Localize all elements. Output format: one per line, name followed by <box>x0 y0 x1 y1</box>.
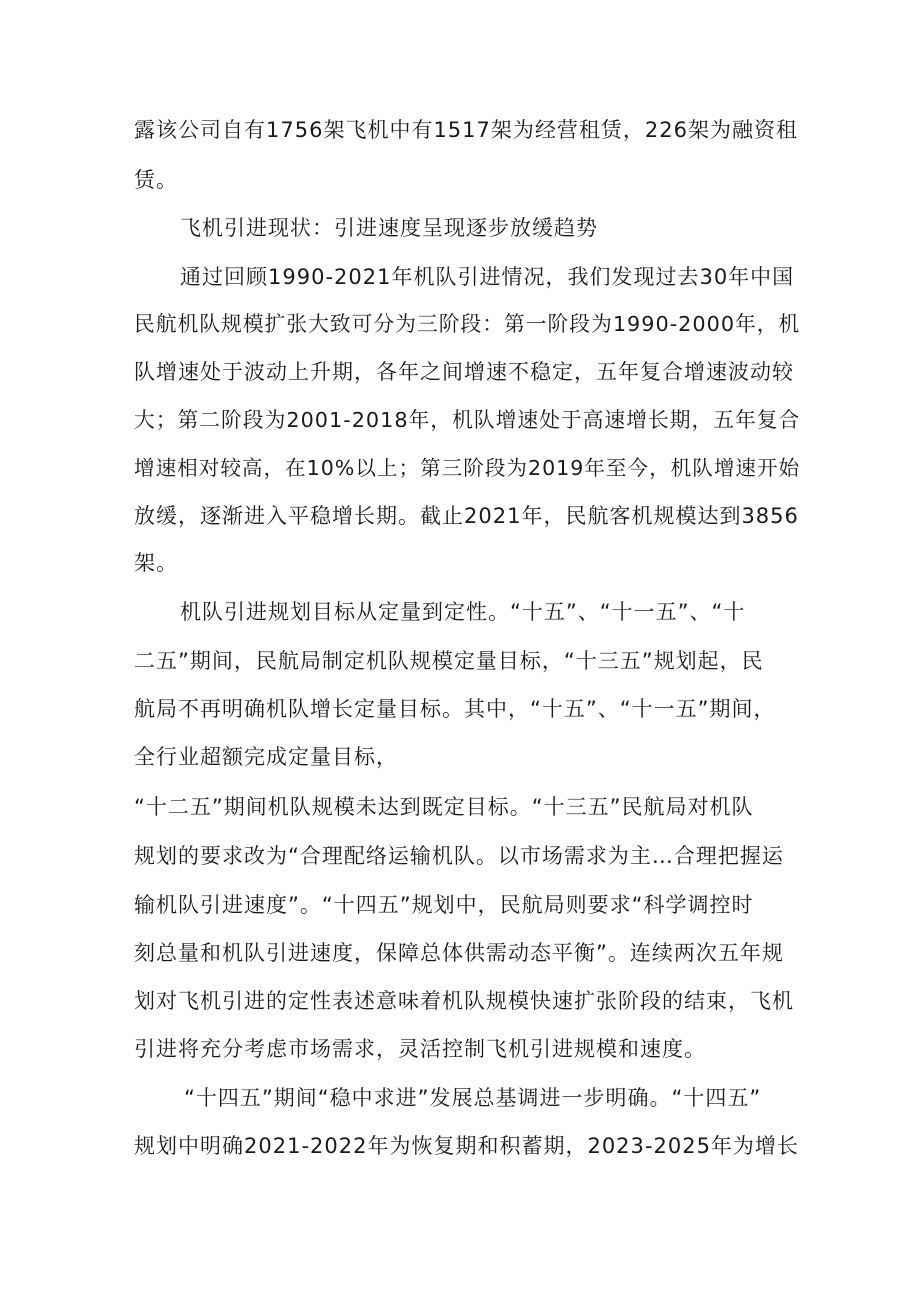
text-line: 二五”期间，民航局制定机队规模定量目标，“十三五”规划起，民 <box>134 649 764 673</box>
text-line: 大；第二阶段为2001-2018年，机队增速处于高速增长期，五年复合 <box>134 408 801 432</box>
text-line: 全行业超额完成定量目标， <box>134 745 398 769</box>
text-line: 划对飞机引进的定性表述意味着机队规模快速扩张阶段的结束，飞机 <box>134 989 794 1013</box>
text-line: 放缓，逐渐进入平稳增长期。截止2021年，民航客机规模达到3856 <box>134 504 799 528</box>
text-line: 增速相对较高，在10%以上；第三阶段为2019年至今，机队增速开始 <box>134 456 801 480</box>
text-line: 刻总量和机队引进速度，保障总体供需动态平衡”。连续两次五年规 <box>134 941 784 965</box>
section-heading: 飞机引进现状：引进速度呈现逐步放缓趋势 <box>180 216 598 240</box>
text-line: 航局不再明确机队增长定量目标。其中，“十五”、“十一五”期间， <box>134 697 776 721</box>
text-line: 通过回顾1990-2021年机队引进情况，我们发现过去30年中国 <box>180 265 795 289</box>
text-line: 民航机队规模扩张大致可分为三阶段：第一阶段为1990-2000年，机 <box>134 312 801 336</box>
text-line: 机队引进规划目标从定量到定性。“十五”、“十一五”、“十 <box>180 600 746 624</box>
text-line: “十四五”期间“稳中求进”发展总基调进一步明确。“十四五” <box>184 1086 762 1110</box>
text-line: 规划中明确2021-2022年为恢复期和积蓄期，2023-2025年为增长 <box>134 1134 799 1158</box>
text-line: 露该公司自有1756架飞机中有1517架为经营租赁，226架为融资租 <box>134 118 798 142</box>
text-line: “十二五”期间机队规模未达到既定目标。“十三五”民航局对机队 <box>134 795 754 819</box>
text-line: 引进将充分考虑市场需求，灵活控制飞机引进规模和速度。 <box>134 1037 706 1061</box>
text-line: 赁。 <box>134 168 178 192</box>
text-line: 队增速处于波动上升期，各年之间增速不稳定，五年复合增速波动较 <box>134 360 794 384</box>
text-line: 输机队引进速度”。“十四五”规划中，民航局则要求“科学调控时 <box>134 893 754 917</box>
text-line: 规划的要求改为“合理配络运输机队。以市场需求为主…合理把握运 <box>134 844 784 868</box>
text-line: 架。 <box>134 551 178 575</box>
